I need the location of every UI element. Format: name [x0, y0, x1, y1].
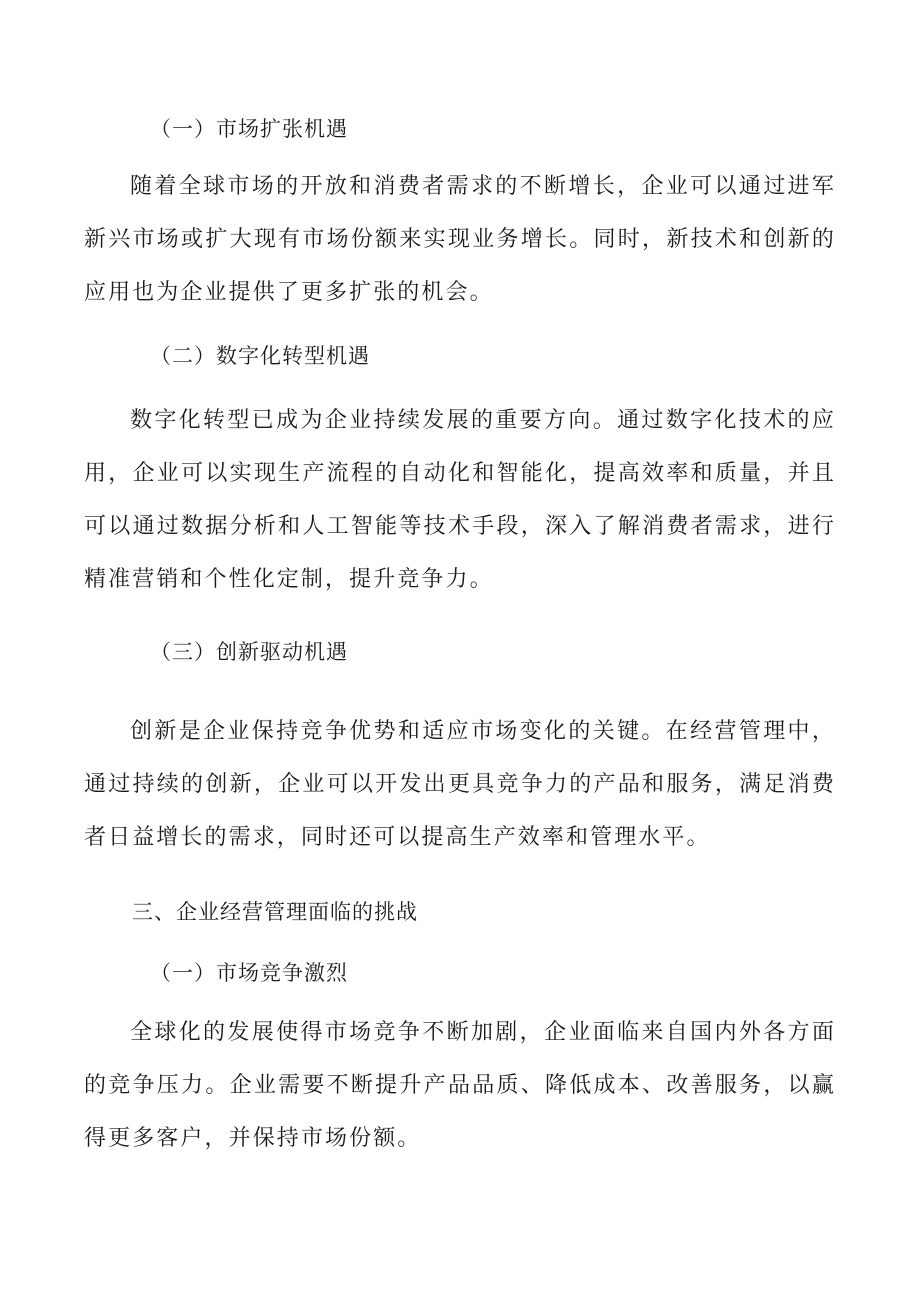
paragraph-market-expansion: 随着全球市场的开放和消费者需求的不断增长，企业可以通过进军新兴市场或扩大现有市场份额来实现业务增长。同时，新技术和创新的应用也为企业提供了更多扩张的机会。 [84, 174, 836, 305]
subsection-heading-market-expansion: （一）市场扩张机遇 [150, 117, 348, 141]
subsection-heading-innovation: （三）创新驱动机遇 [150, 640, 348, 664]
section-title-challenges: 三、企业经营管理面临的挑战 [132, 900, 418, 924]
subsection-heading-digital-transformation: （二）数字化转型机遇 [150, 344, 370, 368]
paragraph-innovation: 创新是企业保持竞争优势和适应市场变化的关键。在经营管理中，通过持续的创新，企业可以开发出更具竞争力的产品和服务，满足消费者日益增长的需求，同时还可以提高生产效率和管理水平。 [84, 719, 836, 850]
paragraph-digital-transformation: 数字化转型已成为企业持续发展的重要方向。通过数字化技术的应用，企业可以实现生产流程的自动化和智能化，提高效率和质量，并且可以通过数据分析和人工智能等技术手段，深入了解消费者需求，进行精准营销和个性化定制，提升竞争力。 [84, 408, 836, 592]
subsection-heading-market-competition: （一）市场竞争激烈 [150, 961, 348, 985]
paragraph-market-competition: 全球化的发展使得市场竞争不断加剧，企业面临来自国内外各方面的竞争压力。企业需要不断提升产品品质、降低成本、改善服务，以赢得更多客户，并保持市场份额。 [84, 1020, 836, 1151]
